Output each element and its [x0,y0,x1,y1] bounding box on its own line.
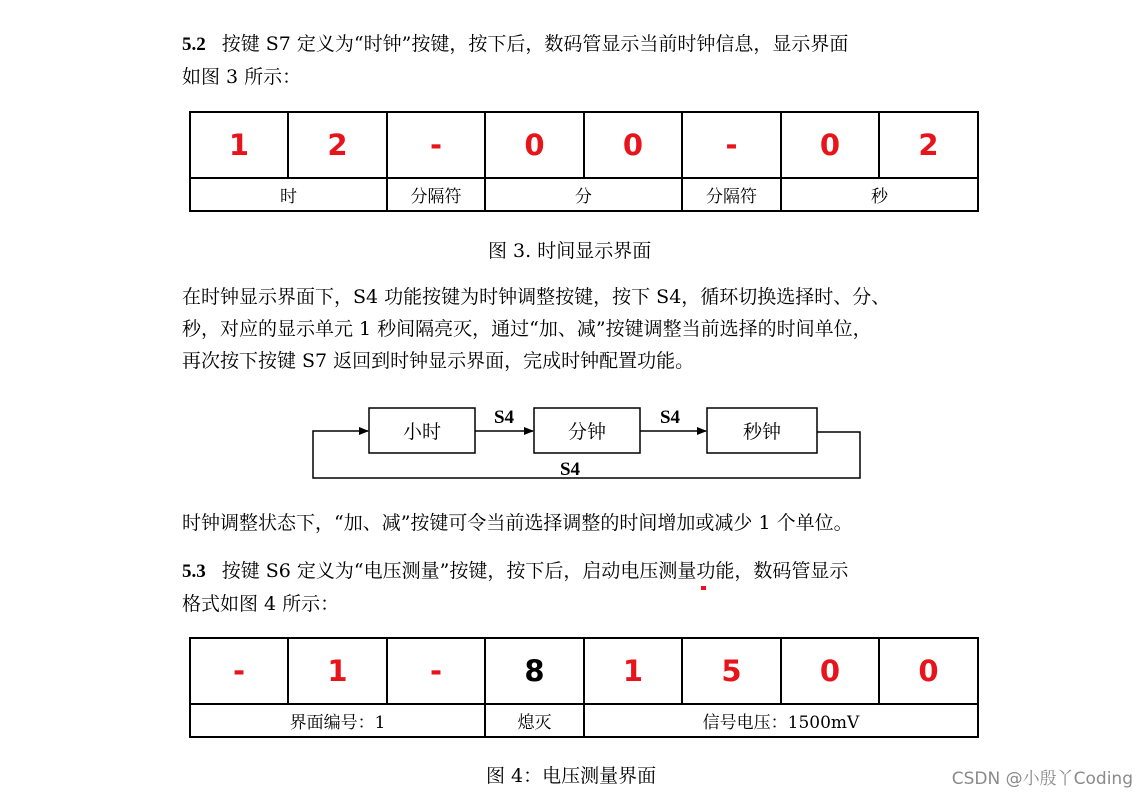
figure-4-caption: 图 4：电压测量界面 [486,765,657,787]
time-display-table [189,111,979,212]
digit-cell: 0 [781,638,879,704]
section-number: 5.2 [182,34,206,55]
section-5-2-line2: 如图 3 所示： [182,66,302,88]
paragraph-line: 在时钟显示界面下，S4 功能按键为时钟调整按键，按下 S4，循环切换选择时、分、 [182,286,891,308]
clock-adjust-flow-diagram [305,400,865,490]
edge-label-s4: S4 [659,407,681,428]
csdn-watermark: CSDN @小殷丫Coding [951,769,1133,789]
digit-cell: 1 [288,638,387,704]
label-row [190,178,978,211]
box-hour-label: 小时 [402,421,442,443]
label-separator: 分隔符 [682,178,781,211]
box-second-label: 秒钟 [742,421,782,443]
figure-3-caption: 图 3. 时间显示界面 [488,240,652,262]
label-separator: 分隔符 [387,178,485,211]
digit-cell: - [682,112,781,178]
label-off: 熄灭 [485,704,584,737]
digit-cell: - [387,638,485,704]
paragraph-line: 秒，对应的显示单元 1 秒间隔亮灭，通过“加、减”按键调整当前选择的时间单位， [182,318,872,340]
digit-cell: 0 [781,112,879,178]
digit-cell: 0 [485,112,584,178]
digit-cell: 0 [879,638,978,704]
paragraph-line: 再次按下按键 S7 返回到时钟显示界面，完成时钟配置功能。 [182,350,695,372]
label-minute: 分 [485,178,682,211]
digit-cell: 2 [288,112,387,178]
digit-cell: 5 [682,638,781,704]
section-5-3 [182,555,848,620]
label-hour: 时 [190,178,387,211]
section-number: 5.3 [182,561,206,582]
digit-cell: 0 [584,112,682,178]
stray-red-mark [701,586,706,590]
adjust-paragraph: 时钟调整状态下，“加、减”按键可令当前选择调整的时间增加或减少 1 个单位。 [182,512,853,534]
section-5-3-line1: 5.3 按键 S6 定义为“电压测量”按键，按下后，启动电压测量功能，数码管显示 [182,560,849,582]
voltage-display-table [189,637,979,738]
edge-label-s4-back: S4 [559,459,581,480]
label-row [190,704,978,737]
clock-paragraph [182,281,890,377]
digit-row [190,638,978,704]
digit-cell: 1 [190,112,288,178]
label-second: 秒 [781,178,978,211]
edge-label-s4: S4 [493,407,515,428]
section-5-3-line2: 格式如图 4 所示： [182,593,340,615]
digit-cell: - [387,112,485,178]
digit-cell: 2 [879,112,978,178]
section-5-2 [182,28,848,93]
digit-cell: - [190,638,288,704]
digit-row [190,112,978,178]
digit-cell-off: 8 [485,638,584,704]
label-signal-voltage: 信号电压：1500mV [584,704,978,737]
digit-cell: 1 [584,638,682,704]
box-minute-label: 分钟 [567,421,607,443]
section-5-2-line1: 5.2 按键 S7 定义为“时钟”按键，按下后，数码管显示当前时钟信息，显示界面 [182,33,849,55]
label-interface-number: 界面编号：1 [190,704,485,737]
